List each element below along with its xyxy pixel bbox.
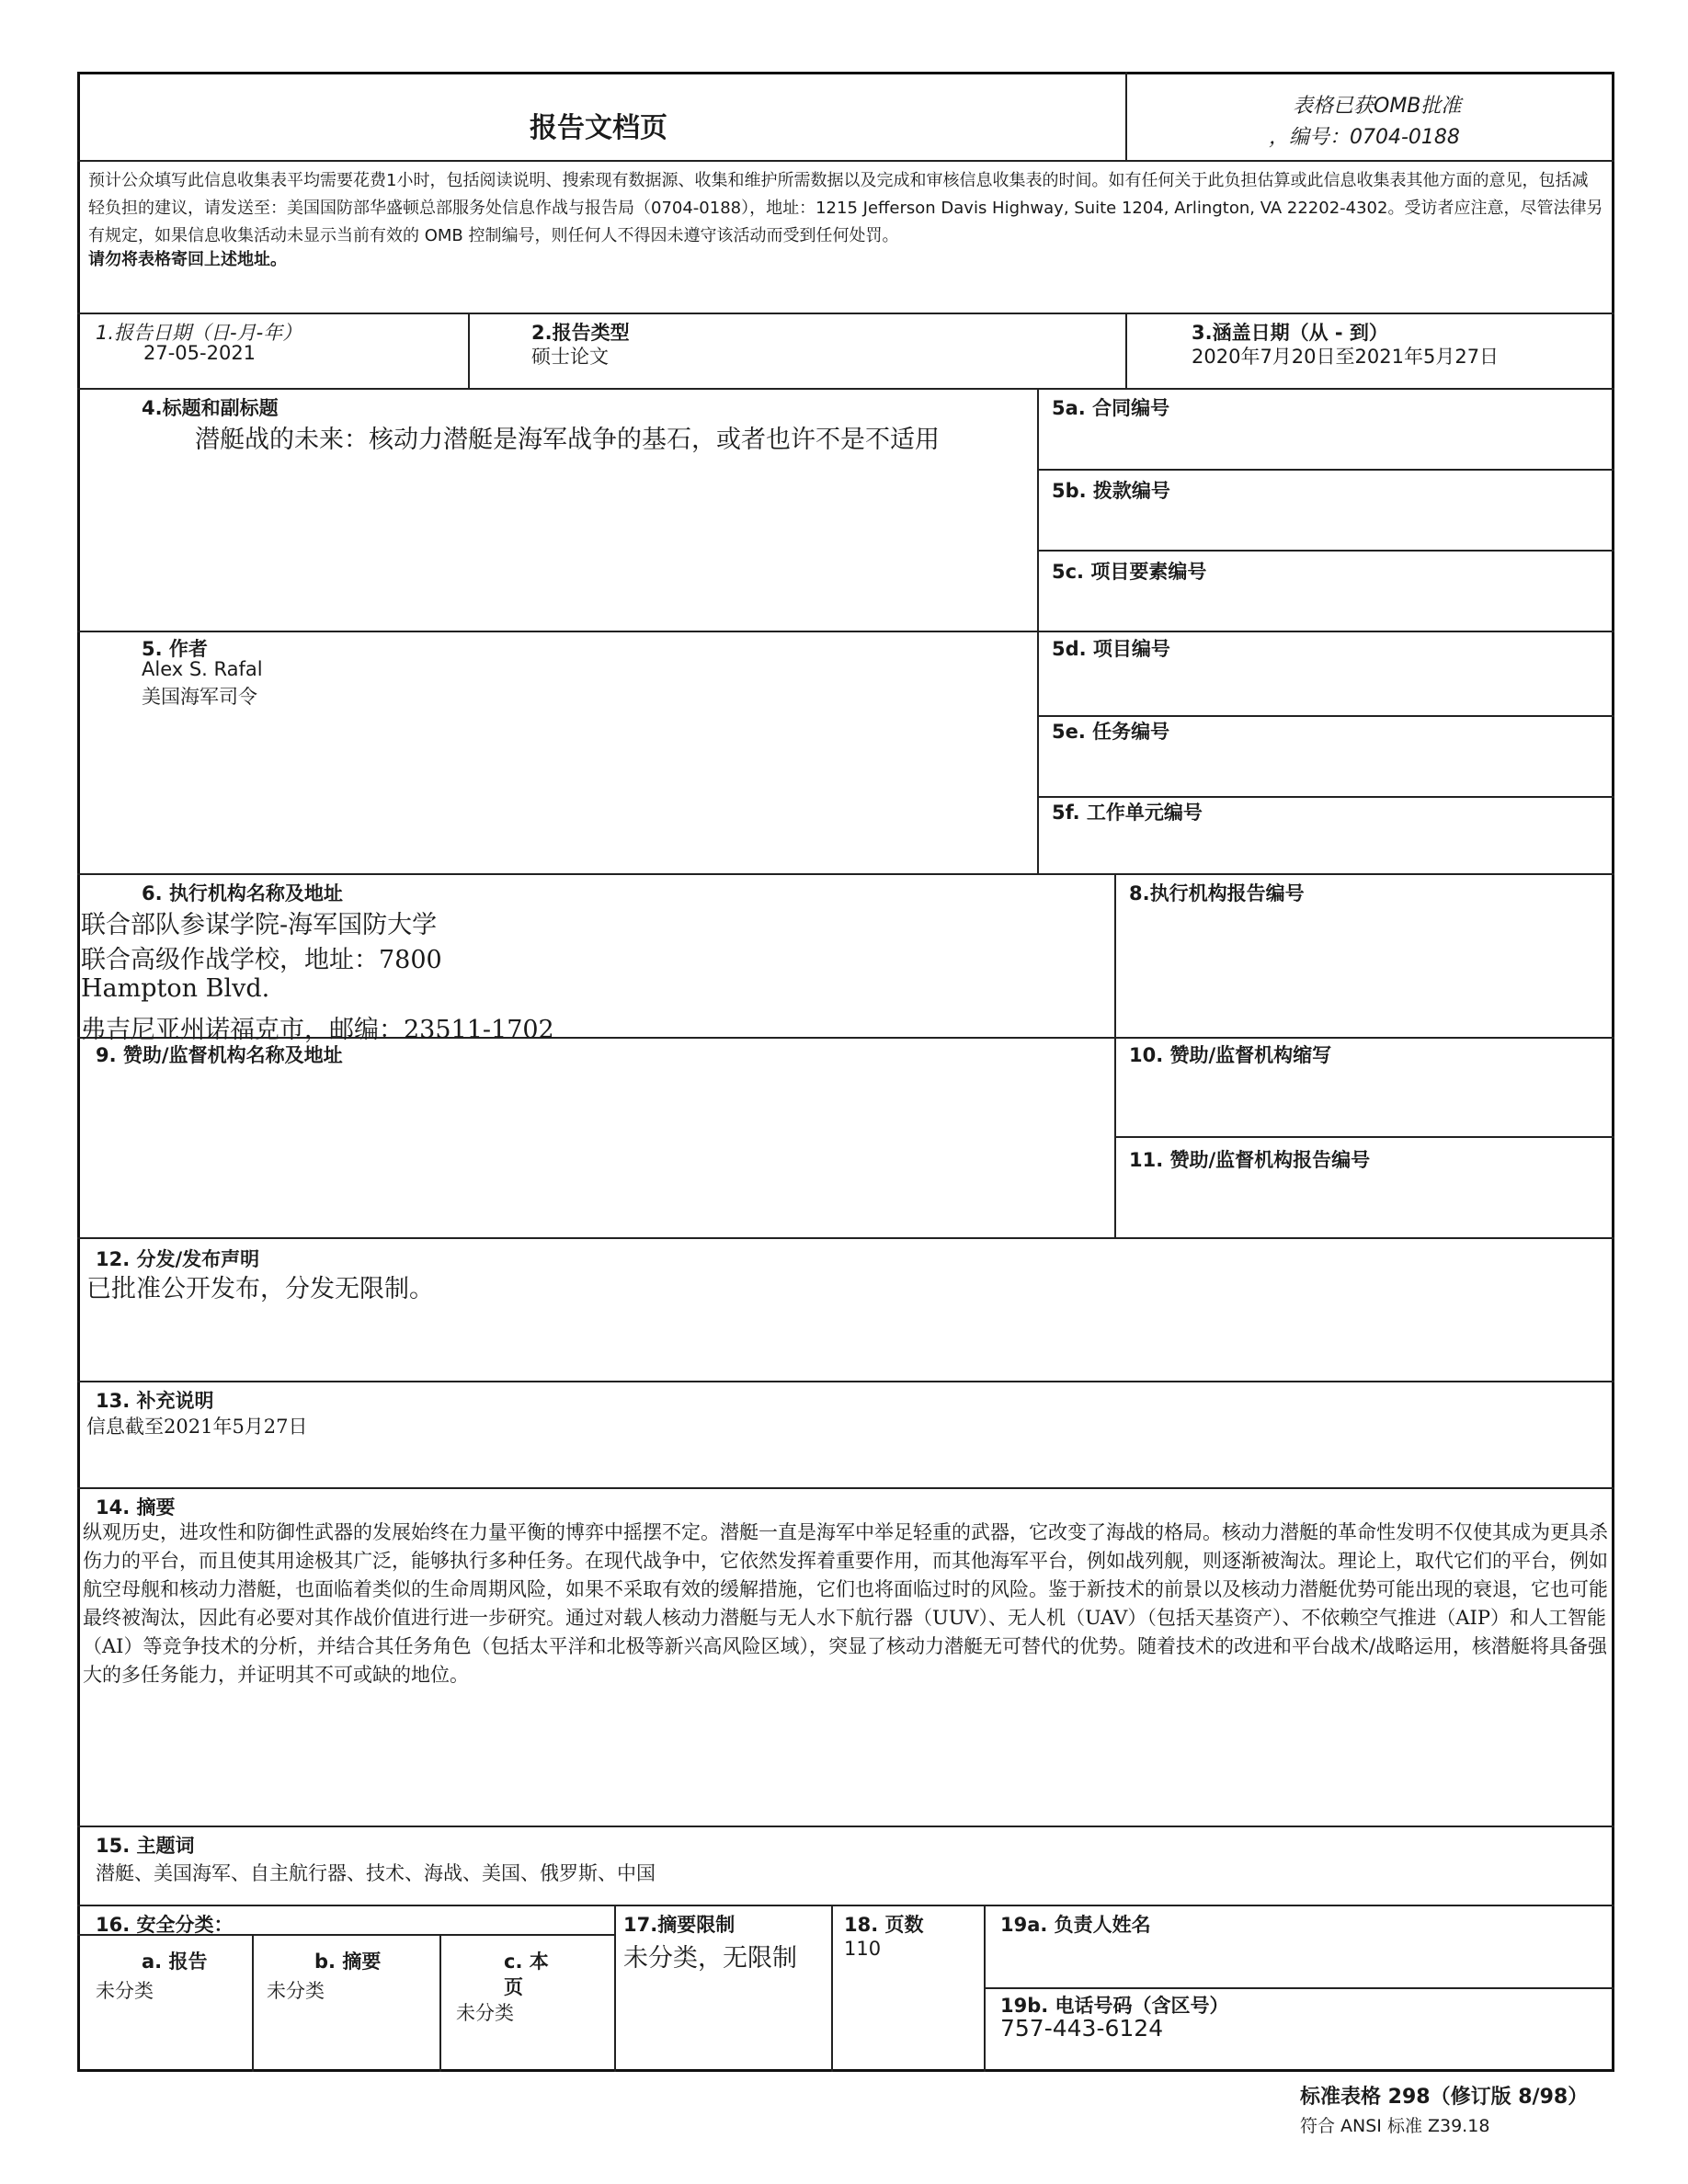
- sponsor-name-label: 9. 赞助/监督机构名称及地址: [96, 1044, 343, 1066]
- classification-abstract-label: b. 摘要: [314, 1951, 382, 1973]
- divider: [77, 1905, 1614, 1906]
- dates-covered-label: 3.涵盖日期（从 - 到）: [1192, 322, 1388, 344]
- performing-org-label: 6. 执行机构名称及地址: [142, 882, 343, 904]
- report-type-value: 硕士论文: [531, 346, 609, 368]
- limitation-label: 17.摘要限制: [623, 1914, 736, 1936]
- divider: [1125, 72, 1127, 160]
- limitation-value: 未分类，无限制: [623, 1944, 797, 1973]
- divider: [468, 313, 470, 388]
- omb-approval: 表格已获OMB批准: [1293, 95, 1462, 118]
- divider: [1037, 550, 1614, 552]
- report-date-label: 1.报告日期（日-月-年）: [96, 322, 302, 344]
- performing-org-line: 联合部队参谋学院-海军国防大学: [81, 911, 438, 939]
- distribution-label: 12. 分发/发布声明: [96, 1248, 260, 1270]
- distribution-value: 已批准公开发布，分发无限制。: [86, 1275, 434, 1303]
- program-element-label: 5c. 项目要素编号: [1052, 561, 1207, 583]
- subject-terms-value: 潜艇、美国海军、自主航行器、技术、海战、美国、俄罗斯、中国: [96, 1862, 656, 1884]
- divider: [77, 1381, 1614, 1382]
- burden-notice: 预计公众填写此信息收集表平均需要花费1小时，包括阅读说明、搜索现有数据源、收集和维护所需数据以及完成和审核信息收集表的时间。如有任何关于此负担估算或此信息收集表其他方面的意见，包括减轻负担的建议，请发送至：美国国防部华盛顿总部服务处信息作战与报告局（0704-0188），地址：1215 Jefferson Davis Highway, Suite 1204, Arlington, VA 22202-4302。受访者应注意，尽管法律另有规定，如果信息收集活动未显示当前有效的 OMB 控制编号，则任何人不得因未遵守该活动而受到任何处罚。: [88, 171, 1603, 245]
- telephone-label: 19b. 电话号码（含区号）: [1000, 1995, 1229, 2017]
- divider: [831, 1905, 833, 2072]
- work-unit-label: 5f. 工作单元编号: [1052, 802, 1203, 824]
- divider: [77, 1487, 1614, 1489]
- form-number: 标准表格 298（修订版 8/98）: [1300, 2086, 1589, 2109]
- supplementary-value: 信息截至2021年5月27日: [86, 1416, 308, 1438]
- classification-page-label: 页: [504, 1976, 523, 1998]
- divider: [77, 873, 1614, 875]
- performing-org-line: 弗吉尼亚州诺福克市，邮编：23511-1702: [81, 1016, 554, 1044]
- divider: [77, 1826, 1614, 1827]
- abstract-text: 纵观历史，进攻性和防御性武器的发展始终在力量平衡的博弈中摇摆不定。潜艇一直是海军中举足轻重的武器，它改变了海战的格局。核动力潜艇的革命性发明不仅使其成为更具杀伤力的平台，而且使其用途极其广泛，能够执行多种任务。在现代战争中，它依然发挥着重要作用，而其他海军平台，例如战列舰，则逐渐被淘汰。理论上，取代它们的平台，例如航空母舰和核动力潜艇，也面临着类似的生命周期风险，如果不采取有效的缓解措施，它们也将面临过时的风险。鉴于新技术的前景以及核动力潜艇优势可能出现的衰退，它也可能最终被淘汰，因此有必要对其作战价值进行进一步研究。通过对载人核动力潜艇与无人水下航行器（UUV）、无人机（UAV）（包括天基资产）、不依赖空气推进（AIP）和人工智能（AI）等竞争技术的分析，并结合其任务角色（包括太平洋和北极等新兴高风险区域），突显了核动力潜艇无可替代的优势。随着技术的改进和平台战术/战略运用，核潜艇将具备强大的多任务能力，并证明其不可或缺的地位。: [83, 1521, 1608, 1686]
- performing-report-number-label: 8.执行机构报告编号: [1129, 882, 1305, 904]
- ansi-standard: 符合 ANSI 标准 Z39.18: [1300, 2116, 1490, 2136]
- divider: [614, 1905, 616, 2072]
- divider: [77, 1237, 1614, 1239]
- title-value: 潜艇战的未来：核动力潜艇是海军战争的基石，或者也许不是不适用: [195, 426, 940, 454]
- classification-abstract-value: 未分类: [267, 1980, 325, 2002]
- divider: [77, 313, 1614, 314]
- page-count-label: 18. 页数: [844, 1914, 924, 1936]
- divider: [984, 1987, 1614, 1989]
- author-rank: 美国海军司令: [142, 686, 257, 708]
- abstract-label: 14. 摘要: [96, 1496, 176, 1519]
- author-name: Alex S. Rafal: [142, 658, 263, 680]
- classification-report-value: 未分类: [96, 1980, 154, 2002]
- grant-number-label: 5b. 拨款编号: [1052, 480, 1170, 502]
- supplementary-label: 13. 补充说明: [96, 1390, 214, 1412]
- divider: [1125, 313, 1127, 388]
- subject-terms-label: 15. 主题词: [96, 1835, 195, 1857]
- divider: [1037, 469, 1614, 471]
- title-label: 4.标题和副标题: [142, 397, 279, 419]
- telephone-value: 757-443-6124: [1000, 2015, 1164, 2042]
- dates-covered-value: 2020年7月20日至2021年5月27日: [1192, 346, 1500, 368]
- divider: [77, 388, 1614, 390]
- divider: [252, 1934, 254, 2072]
- contract-number-label: 5a. 合同编号: [1052, 397, 1170, 419]
- return-notice: 请勿将表格寄回上述地址。: [88, 250, 287, 269]
- classification-page-label: c. 本: [504, 1951, 549, 1973]
- author-label: 5. 作者: [142, 638, 208, 660]
- divider: [77, 631, 1614, 632]
- omb-number: ，编号：0704-0188: [1269, 126, 1460, 149]
- report-type-label: 2.报告类型: [531, 322, 630, 344]
- divider: [1114, 873, 1116, 1237]
- sponsor-acronym-label: 10. 赞助/监督机构缩写: [1129, 1044, 1332, 1066]
- classification-report-label: a. 报告: [142, 1951, 208, 1973]
- project-number-label: 5d. 项目编号: [1052, 638, 1170, 660]
- report-date-value: 27-05-2021: [143, 342, 257, 364]
- divider: [1114, 1136, 1614, 1138]
- divider: [439, 1934, 441, 2072]
- page-count-value: 110: [844, 1938, 882, 1960]
- task-number-label: 5e. 任务编号: [1052, 721, 1170, 743]
- responsible-person-label: 19a. 负责人姓名: [1000, 1914, 1151, 1936]
- performing-org-line: 联合高级作战学校，地址：7800: [81, 946, 442, 974]
- security-classification-label: 16. 安全分类：: [96, 1914, 234, 1936]
- sponsor-report-number-label: 11. 赞助/监督机构报告编号: [1129, 1149, 1371, 1171]
- page-title: 报告文档页: [530, 112, 667, 144]
- form-frame: [77, 72, 1614, 2072]
- classification-page-value: 未分类: [456, 2002, 514, 2024]
- divider: [77, 160, 1614, 162]
- performing-org-line: Hampton Blvd.: [81, 974, 270, 1003]
